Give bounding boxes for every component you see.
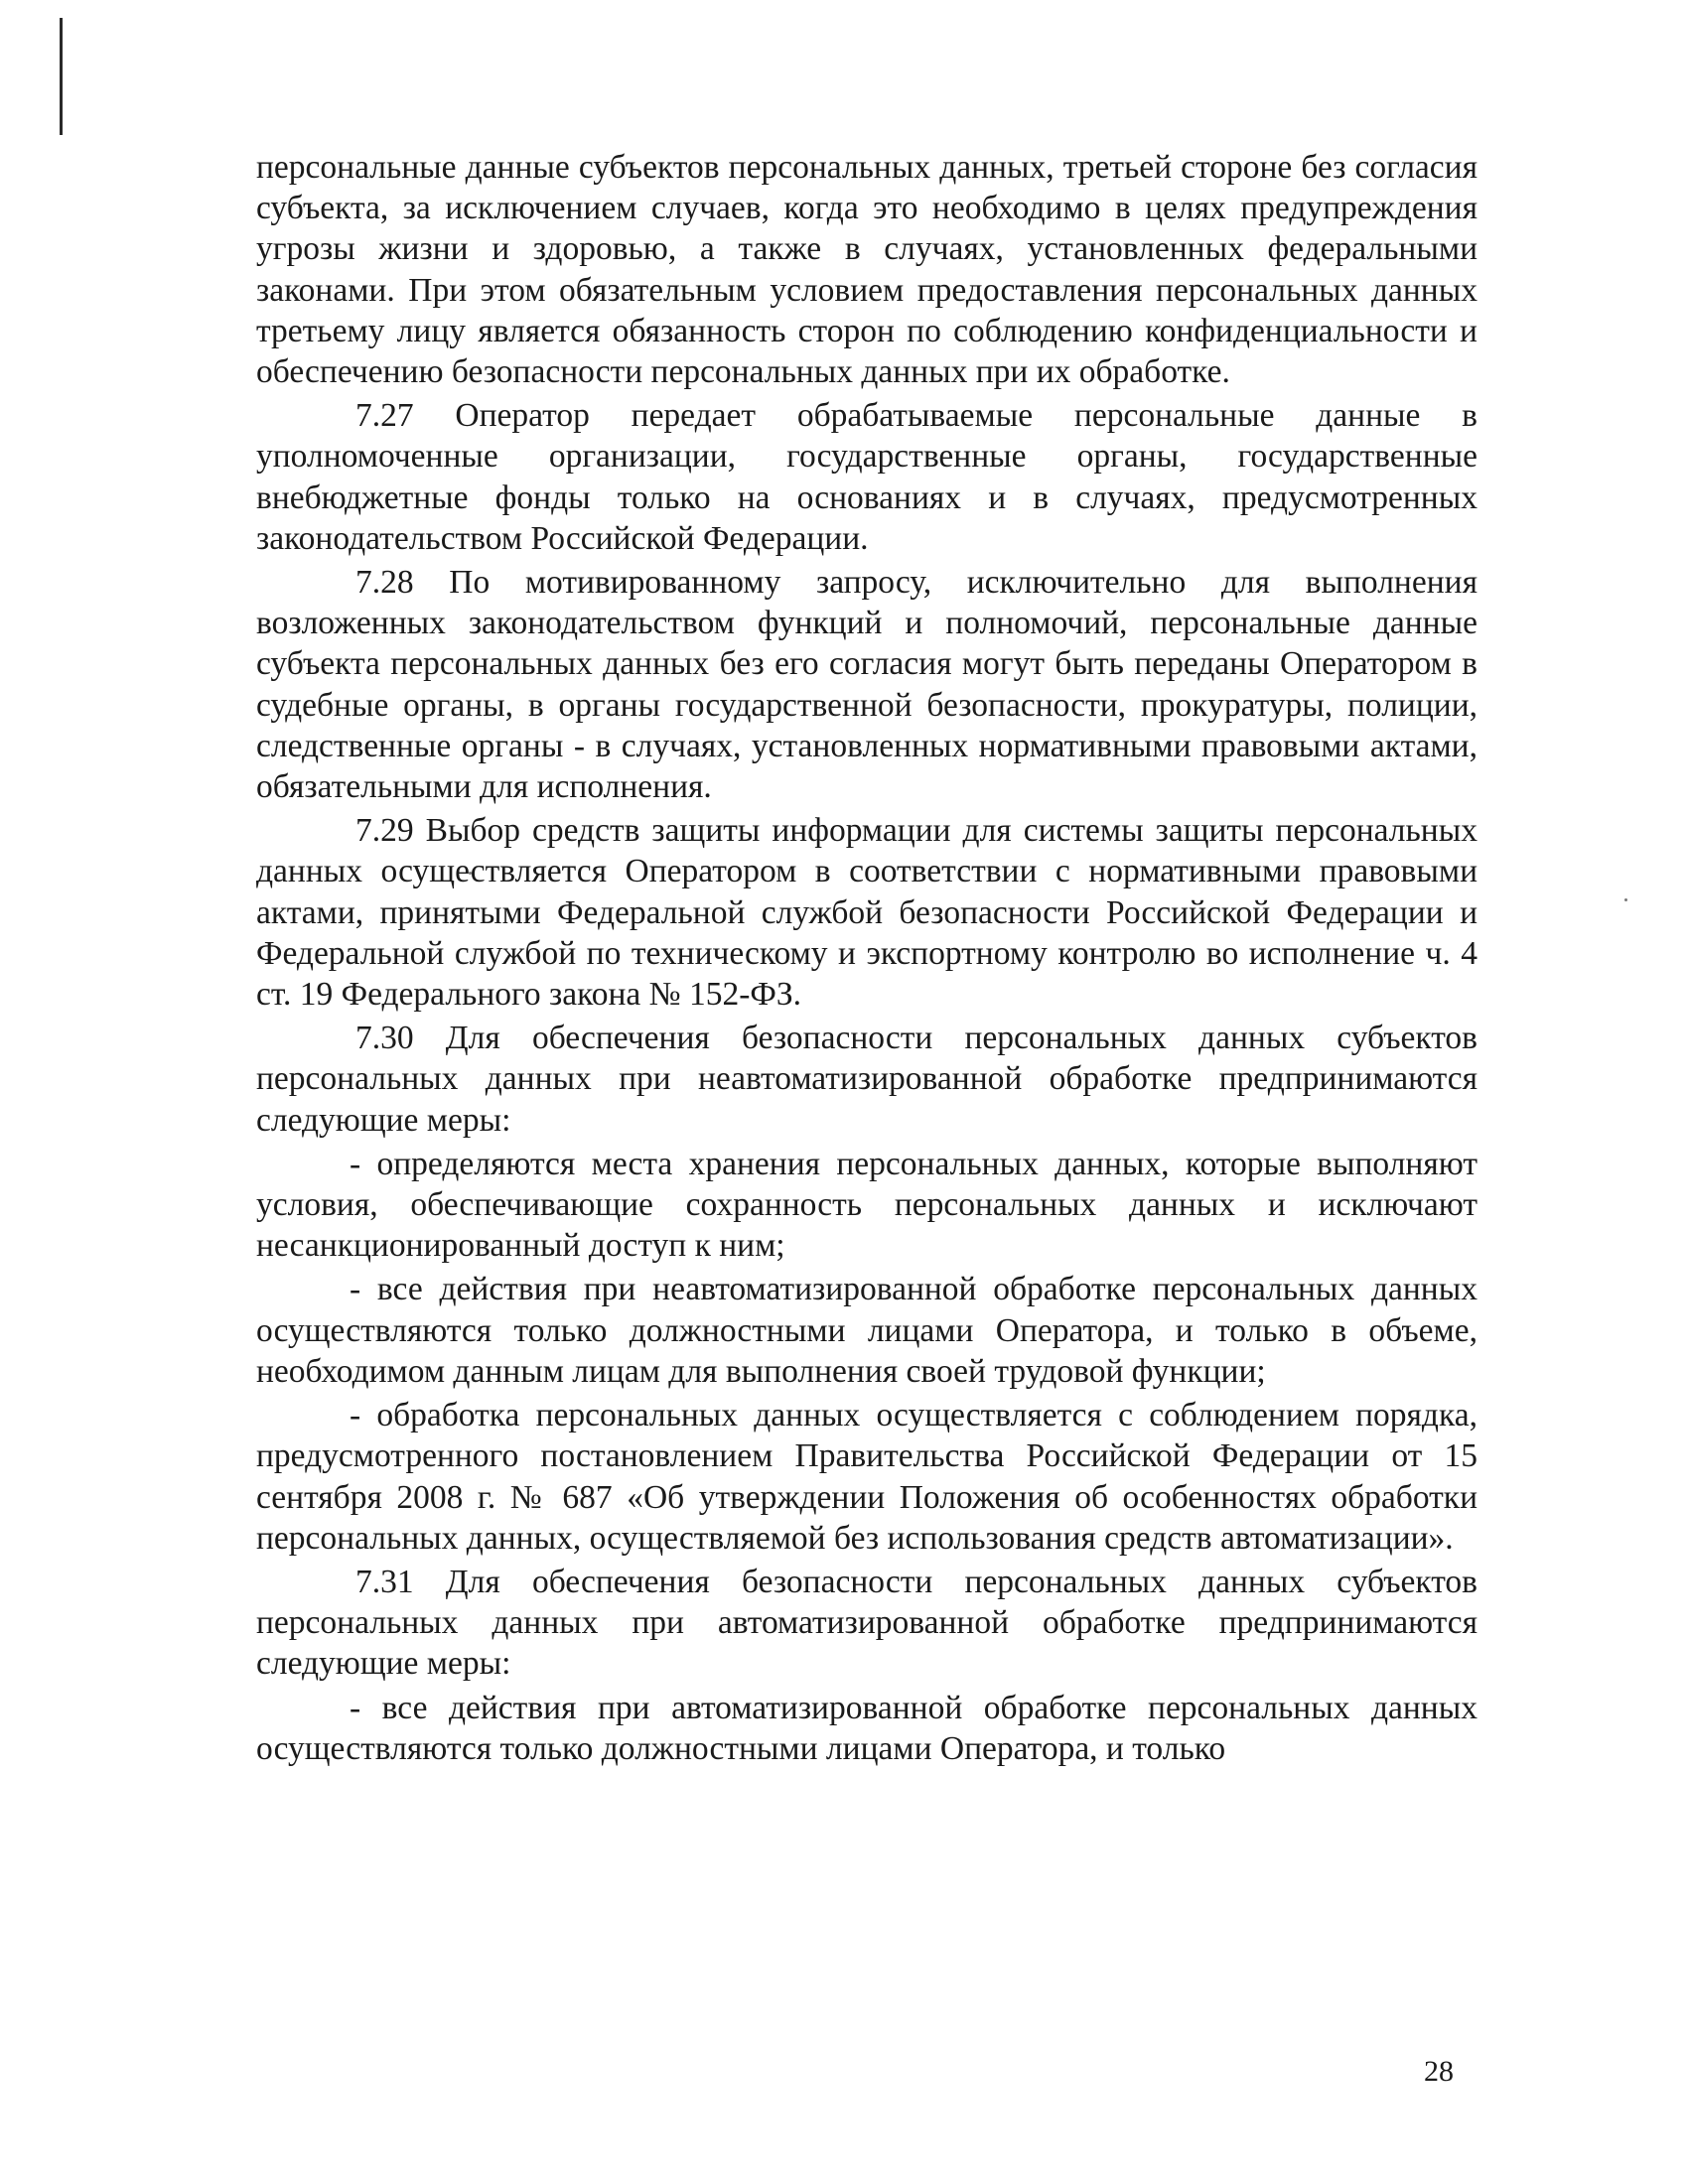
clause-7-27: 7.27 Оператор передает обрабатываемые персональные данные в уполномоченные организации, государственные органы, государственные внебюджетные фонды только на основаниях и в случаях, предусмотренных законодательством Российской Федерации.: [256, 397, 1477, 557]
scan-edge-mark: [60, 18, 63, 135]
list-item-automated: - все действия при автоматизированной обработке персональных данных осуществляются только должностными лицами Оператора, и только: [256, 1689, 1477, 1767]
page-number: 28: [1424, 2055, 1454, 2088]
scan-speck: [1624, 898, 1627, 901]
clause-7-30: 7.30 Для обеспечения безопасности персональных данных субъектов персональных данных при неавтоматизированной обработке предпринимаются следующие меры:: [256, 1020, 1477, 1139]
list-item-storage: - определяются места хранения персональных данных, которые выполняют условия, обеспечивающие сохранность персональных данных и исключают несанкционированный доступ к ним;: [256, 1145, 1477, 1265]
document-body: [256, 147, 1477, 1772]
clause-7-29: 7.29 Выбор средств защиты информации для системы защиты персональных данных осуществляется Оператором в соответствии с нормативными правовыми актами, принятыми Федеральной службой безопасности Российской Федерации и Федеральной службой по техническому и экспортному контролю во исполнение ч. 4 ст. 19 Федерального закона № 152-ФЗ.: [256, 812, 1477, 1014]
clause-7-28: 7.28 По мотивированному запросу, исключительно для выполнения возложенных законодательством функций и полномочий, персональные данные субъекта персональных данных без его согласия могут быть переданы Оператором в судебные органы, в органы государственной безопасности, прокуратуры, полиции, следственные органы - в случаях, установленных нормативными правовыми актами, обязательными для исполнения.: [256, 564, 1477, 806]
paragraph-continuation: персональные данные субъектов персональных данных, третьей стороне без согласия субъекта, за исключением случаев, когда это необходимо в целях предупреждения угрозы жизни и здоровью, а также в случаях, установленных федеральными законами. При этом обязательным условием предоставления персональных данных третьему лицу является обязанность сторон по соблюдению конфиденциальности и обеспечению безопасности персональных данных при их обработке.: [256, 149, 1477, 391]
list-item-regulation: - обработка персональных данных осуществляется с соблюдением порядка, предусмотренного постановлением Правительства Российской Федерации от 15 сентября 2008 г. № 687 «Об утверждении Положения об особенностях обработки персональных данных, осуществляемой без использования средств автоматизации».: [256, 1397, 1477, 1557]
list-item-officials: - все действия при неавтоматизированной обработке персональных данных осуществляются только должностными лицами Оператора, и только в объеме, необходимом данным лицам для выполнения своей трудовой функции;: [256, 1271, 1477, 1390]
clause-7-31: 7.31 Для обеспечения безопасности персональных данных субъектов персональных данных при автоматизированной обработке предпринимаются следующие меры:: [256, 1563, 1477, 1683]
